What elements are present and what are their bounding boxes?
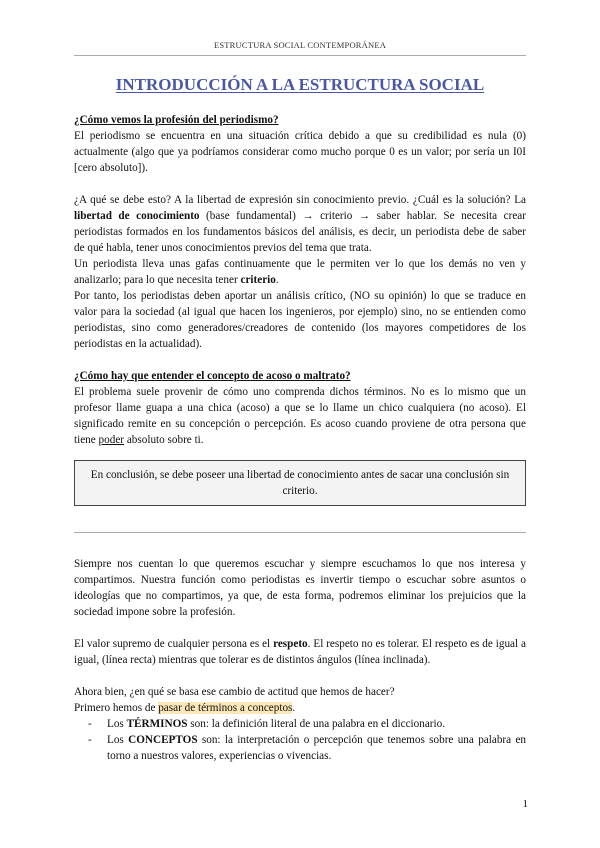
paragraph: El problema suele provenir de cómo uno comprenda dichos términos. No es lo mismo que un profesor llame guapa a una chica (acoso) a que se lo llame un chico cualquiera (no acoso). El significado remite en su concepción o percepción. Es acoso cuando proviene de otra persona que tiene poder absoluto sobre ti. bbox=[74, 386, 526, 446]
paragraph: ¿A qué se debe esto? A la libertad de expresión sin conocimiento previo. ¿Cuál es la solución? La libertad de conocimiento (base fundamental) → criterio → saber hablar. Se necesita crear periodistas formados en los fundamentos básicos del análisis, es decir, un periodista debe de saber de qué habla, tener unos conocimientos previos del tema que trata. bbox=[74, 194, 526, 254]
section-divider bbox=[74, 532, 526, 533]
header-rule bbox=[74, 55, 526, 56]
paragraph: El valor supremo de cualquier persona es el respeto. El respeto no es tolerar. El respeto es de igual a igual, (línea recta) mientras que tolerar es de distintos ángulos (línea inclinada). bbox=[74, 638, 526, 666]
list-item: - Los CONCEPTOS son: la interpretación o percepción que tenemos sobre una palabra en torno a nuestros valores, experiencias o vivencias. bbox=[88, 734, 527, 762]
section-acoso bbox=[74, 368, 526, 448]
page-number: 1 bbox=[522, 798, 528, 810]
bold-term: criterio bbox=[240, 274, 276, 286]
bold-term: TÉRMINOS bbox=[126, 718, 188, 730]
paragraph: Un periodista lleva unas gafas continuamente que le permiten ver lo que los demás no ven y analizarlo; para lo que necesita tener criterio. bbox=[74, 258, 526, 286]
dash-bullet: - bbox=[88, 718, 92, 730]
bold-term: libertad de conocimiento bbox=[74, 210, 200, 222]
section-heading: ¿Cómo hay que entender el concepto de acoso o maltrato? bbox=[74, 370, 351, 382]
paragraph: Siempre nos cuentan lo que queremos escuchar y siempre escuchamos lo que nos interesa y compartimos. Nuestra función como periodistas es invertir tiempo o escuchar sobre asuntos o ideologías que no compartimos, ya que, de esta forma, podremos eliminar los prejuicios que la sociedad impone sobre la profesión. bbox=[74, 558, 526, 618]
definition-list bbox=[74, 716, 526, 764]
section-respeto bbox=[74, 556, 526, 764]
list-item: - Los TÉRMINOS son: la definición literal de una palabra en el diccionario. bbox=[88, 718, 446, 730]
paragraph: Por tanto, los periodistas deben aportar un análisis crítico, (NO su opinión) lo que se traduce en valor para la sociedad (al igual que hacen los ingenieros, por ejemplo) sino, no se entienden como periodistas, sino como generadores/creadores de contenido (los mayores competidores de los periodistas en la actualidad). bbox=[74, 290, 526, 350]
section-heading: ¿Cómo vemos la profesión del periodismo? bbox=[74, 114, 279, 126]
page-title: INTRODUCCIÓN A LA ESTRUCTURA SOCIAL bbox=[115, 75, 485, 94]
dash-bullet: - bbox=[88, 734, 92, 746]
bold-term: respeto bbox=[273, 638, 308, 650]
section-periodismo bbox=[74, 112, 526, 352]
running-header: ESTRUCTURA SOCIAL CONTEMPORÁNEA bbox=[213, 40, 387, 50]
paragraph: El periodismo se encuentra en una situación crítica debido a que su credibilidad es nula (0) actualmente (algo que ya podríamos considerar como mucho porque 0 es un valor; por sería un I0I [cero absoluto]). bbox=[74, 130, 526, 174]
bold-term: CONCEPTOS bbox=[128, 734, 198, 746]
conclusion-box: En conclusión, se debe poseer una libertad de conocimiento antes de sacar una conclusión sin criterio. bbox=[74, 460, 526, 506]
highlighted-text: pasar de términos a conceptos bbox=[158, 702, 293, 714]
paragraph: Primero hemos de pasar de términos a conceptos. bbox=[74, 702, 296, 714]
paragraph: Ahora bien, ¿en qué se basa ese cambio de actitud que hemos de hacer? bbox=[74, 686, 395, 698]
underlined-word: poder bbox=[98, 434, 125, 446]
